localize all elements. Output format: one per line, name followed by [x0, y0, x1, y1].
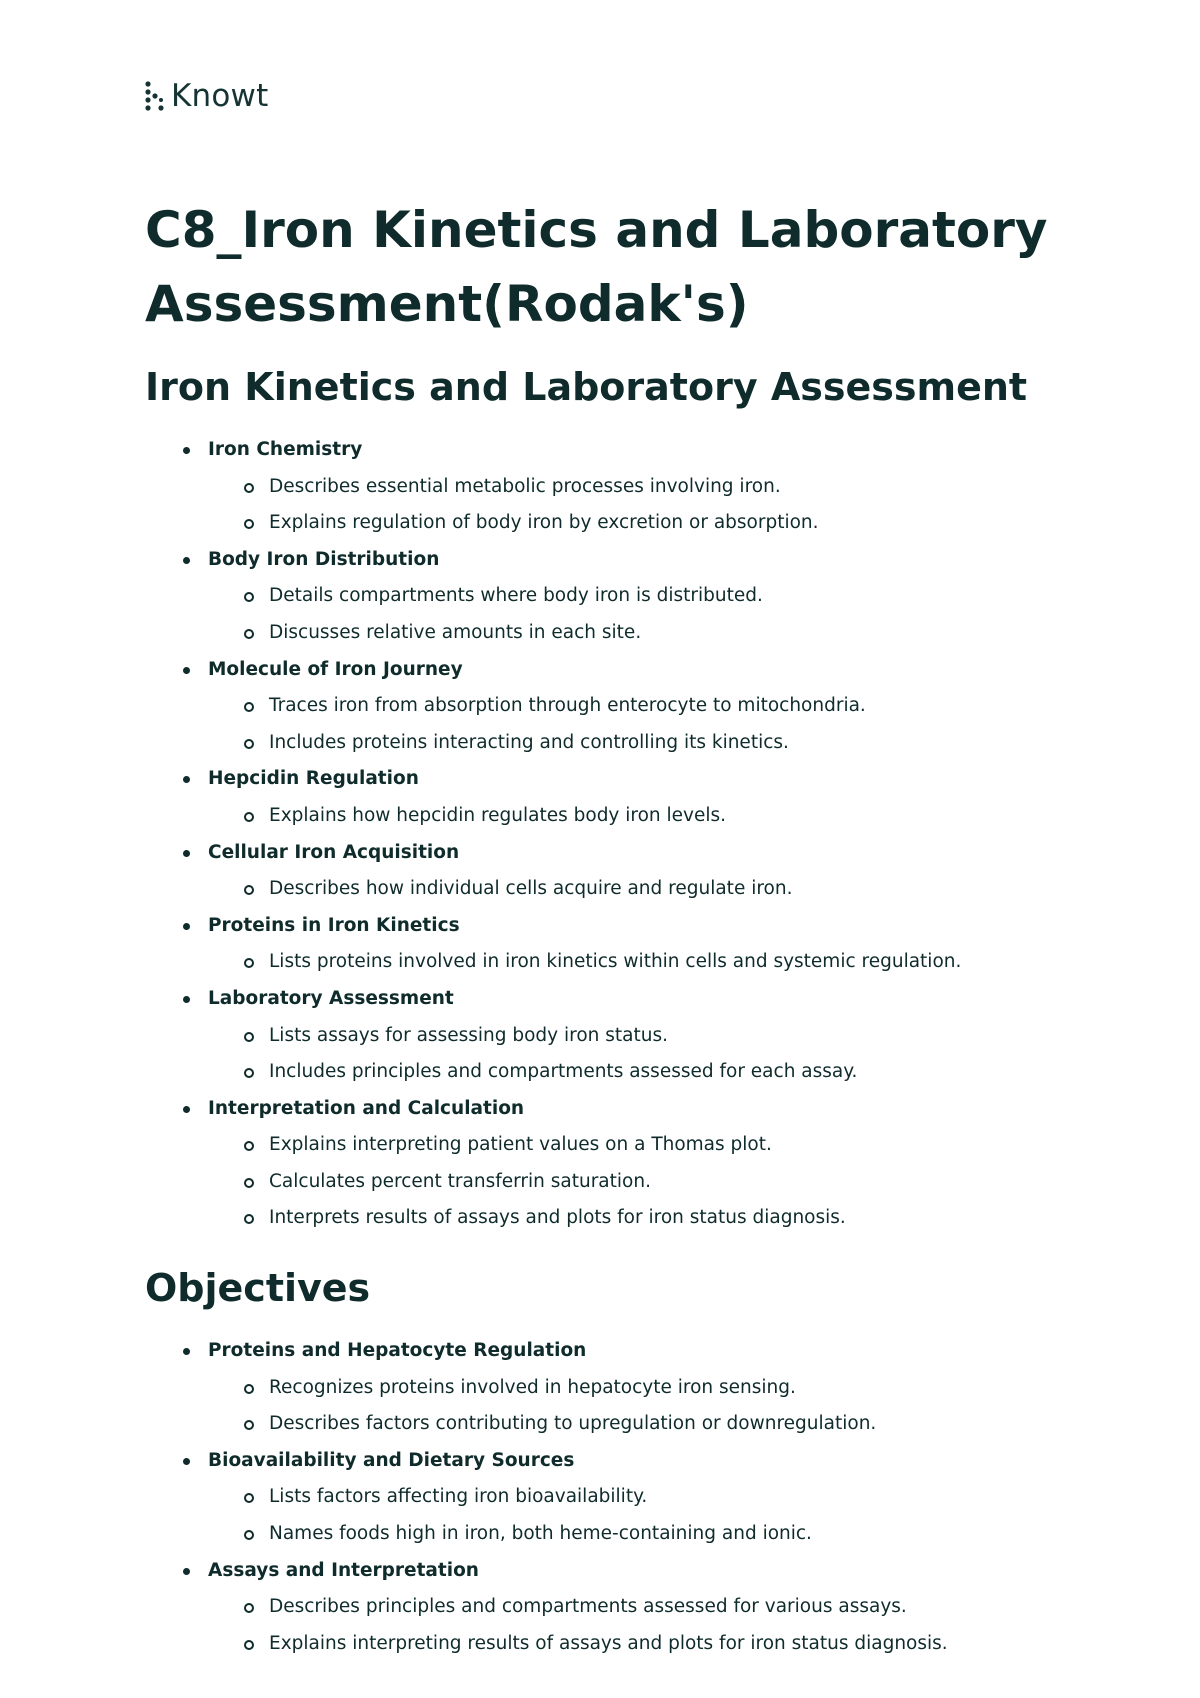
list-item-label: Cellular Iron Acquisition [208, 841, 460, 863]
hollow-bullet-icon [244, 483, 254, 493]
hollow-bullet-icon [244, 592, 254, 602]
section-list [145, 1333, 1105, 1662]
list-subitem [145, 944, 1105, 981]
list-subitem [145, 1054, 1105, 1091]
hollow-bullet-icon [244, 1384, 254, 1394]
knowt-dots-logo-icon [145, 79, 165, 113]
list-subitem-text: Explains how hepcidin regulates body iron levels. [269, 804, 727, 826]
list-subitem-text: Traces iron from absorption through enterocyte to mitochondria. [269, 695, 866, 717]
section-heading: Objectives [145, 1266, 371, 1310]
section-heading: Iron Kinetics and Laboratory Assessment [145, 365, 1028, 409]
bullet-icon [183, 776, 190, 783]
list-subitem-text: Describes essential metabolic processes involving iron. [269, 475, 781, 497]
list-subitem [145, 688, 1105, 725]
list-subitem-text: Lists factors affecting iron bioavailability. [269, 1486, 648, 1508]
bullet-icon [183, 1348, 190, 1355]
hollow-bullet-icon [244, 1214, 254, 1224]
list-subitem [145, 615, 1105, 652]
list-item [145, 1091, 1105, 1128]
list-subitem [145, 505, 1105, 542]
list-subitem-text: Calculates percent transferrin saturation. [269, 1170, 651, 1192]
list-subitem-text: Details compartments where body iron is distributed. [269, 585, 763, 607]
bullet-icon [183, 1458, 190, 1465]
list-item [145, 1443, 1105, 1480]
hollow-bullet-icon [244, 885, 254, 895]
hollow-bullet-icon [244, 812, 254, 822]
list-item-label: Laboratory Assessment [208, 987, 454, 1009]
hollow-bullet-icon [244, 1141, 254, 1151]
bullet-icon [183, 923, 190, 930]
list-item-label: Body Iron Distribution [208, 548, 440, 570]
list-item-label: Iron Chemistry [208, 439, 363, 460]
list-item-label: Proteins and Hepatocyte Regulation [208, 1340, 587, 1361]
list-subitem-text: Discusses relative amounts in each site. [269, 621, 642, 643]
bullet-icon [183, 447, 190, 454]
hollow-bullet-icon [244, 629, 254, 639]
list-subitem-text: Explains interpreting patient values on a Thomas plot. [269, 1134, 772, 1156]
list-item [145, 761, 1105, 798]
hollow-bullet-icon [244, 739, 254, 749]
bullet-icon [183, 557, 190, 564]
list-subitem [145, 1018, 1105, 1055]
list-subitem-text: Recognizes proteins involved in hepatocyte iron sensing. [269, 1376, 796, 1398]
list-item [145, 981, 1105, 1018]
list-subitem-text: Explains regulation of body iron by excretion or absorption. [269, 512, 819, 534]
list-item [145, 542, 1105, 579]
list-item-label: Bioavailability and Dietary Sources [208, 1449, 575, 1471]
list-subitem [145, 1589, 1105, 1626]
list-subitem [145, 798, 1105, 835]
list-subitem [145, 871, 1105, 908]
list-subitem-text: Lists assays for assessing body iron status. [269, 1024, 668, 1046]
list-subitem [145, 1626, 1105, 1663]
list-item-label: Molecule of Iron Journey [208, 658, 463, 680]
list-subitem-text: Includes proteins interacting and controlling its kinetics. [269, 731, 789, 753]
list-item [145, 652, 1105, 689]
hollow-bullet-icon [244, 958, 254, 968]
hollow-bullet-icon [244, 1068, 254, 1078]
brand-name: Knowt [171, 78, 269, 114]
list-item [145, 1333, 1105, 1370]
bullet-icon [183, 996, 190, 1003]
list-subitem [145, 578, 1105, 615]
list-subitem-text: Includes principles and compartments assessed for each assay. [269, 1061, 858, 1083]
hollow-bullet-icon [244, 1530, 254, 1540]
list-subitem-text: Describes factors contributing to upregulation or downregulation. [269, 1413, 877, 1435]
hollow-bullet-icon [244, 1178, 254, 1188]
list-subitem [145, 1479, 1105, 1516]
list-item-label: Proteins in Iron Kinetics [208, 914, 460, 936]
hollow-bullet-icon [244, 1640, 254, 1650]
list-subitem [145, 1127, 1105, 1164]
hollow-bullet-icon [244, 1493, 254, 1503]
document-title: C8_Iron Kinetics and Laboratory Assessment(Rodak's) [145, 201, 1048, 333]
list-subitem-text: Describes principles and compartments assessed for various assays. [269, 1596, 907, 1618]
list-subitem [145, 1516, 1105, 1553]
bullet-icon [183, 1106, 190, 1113]
bullet-icon [183, 667, 190, 674]
list-subitem [145, 469, 1105, 506]
list-subitem-text: Names foods high in iron, both heme-containing and ionic. [269, 1522, 812, 1544]
bullet-icon [183, 850, 190, 857]
list-subitem-text: Lists proteins involved in iron kinetics within cells and systemic regulation. [269, 951, 962, 973]
list-subitem [145, 1370, 1105, 1407]
list-item [145, 835, 1105, 872]
list-subitem [145, 725, 1105, 762]
list-item [145, 432, 1105, 469]
list-item [145, 908, 1105, 945]
list-item-label: Assays and Interpretation [208, 1559, 479, 1581]
bullet-icon [183, 1568, 190, 1575]
list-item-label: Interpretation and Calculation [208, 1097, 525, 1119]
hollow-bullet-icon [244, 519, 254, 529]
hollow-bullet-icon [244, 1603, 254, 1613]
list-subitem [145, 1406, 1105, 1443]
hollow-bullet-icon [244, 702, 254, 712]
list-subitem-text: Describes how individual cells acquire and regulate iron. [269, 878, 793, 900]
hollow-bullet-icon [244, 1420, 254, 1430]
list-item [145, 1553, 1105, 1590]
list-subitem-text: Interprets results of assays and plots for iron status diagnosis. [269, 1207, 846, 1229]
list-subitem-text: Explains interpreting results of assays and plots for iron status diagnosis. [269, 1632, 948, 1654]
list-item-label: Hepcidin Regulation [208, 768, 419, 790]
list-subitem [145, 1200, 1105, 1237]
brand-header [145, 78, 268, 114]
list-subitem [145, 1164, 1105, 1201]
hollow-bullet-icon [244, 1032, 254, 1042]
section-list [145, 432, 1105, 1237]
